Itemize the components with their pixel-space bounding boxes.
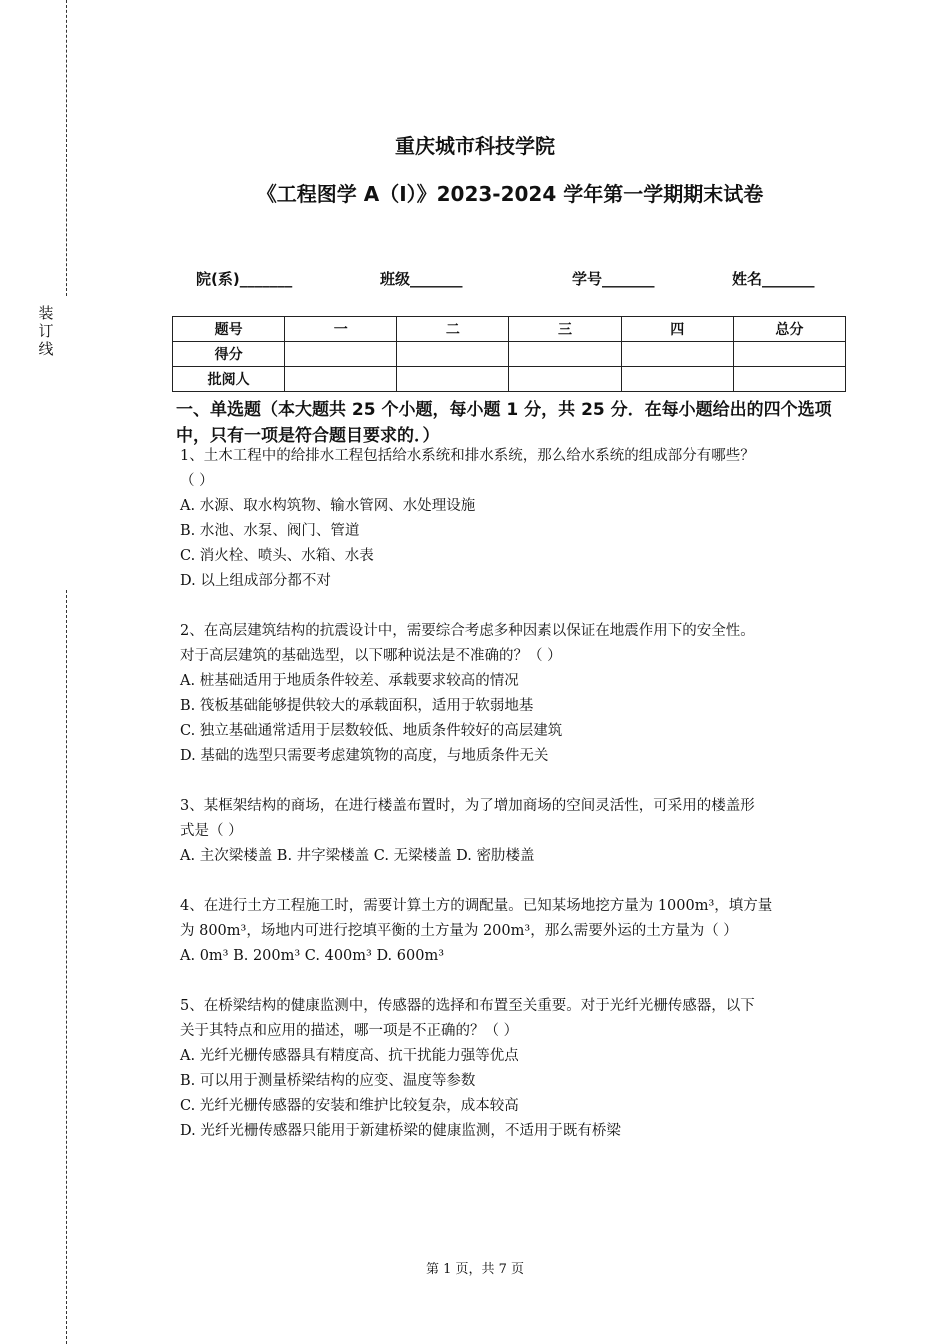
class-field: 班级_______ [380,270,463,288]
question-stem: 对于高层建筑的基础选型，以下哪种说法是不准确的？（ ） [180,648,562,664]
option-c: C. 光纤光栅传感器的安装和维护比较复杂，成本较高 [180,1098,519,1114]
school-name: 重庆城市科技学院 [395,134,555,158]
grader-row-label: 批阅人 [173,367,285,392]
grader-cell [733,367,845,392]
department-field: 院(系)_______ [196,270,293,288]
score-table-header-cell: 二 [397,317,509,342]
score-table-row [173,342,846,367]
grader-cell [285,367,397,392]
score-table-header-row [173,317,846,342]
grader-cell [621,367,733,392]
score-table [172,316,846,392]
question-block [180,994,842,1144]
grader-cell [509,367,621,392]
question-block [180,619,842,769]
score-table-header-cell: 四 [621,317,733,342]
exam-title: 《工程图学 A（I）》2023-2024 学年第一学期期末试卷 [256,182,764,206]
question-stem: 5、在桥梁结构的健康监测中，传感器的选择和布置至关重要。对于光纤光栅传感器，以下 [180,998,755,1014]
option-b: B. 筏板基础能够提供较大的承载面积，适用于软弱地基 [180,698,534,714]
question-stem: 关于其特点和应用的描述，哪一项是不正确的？（ ） [180,1023,519,1039]
student-id-field: 学号_______ [572,270,655,288]
option-a: A. 水源、取水构筑物、输水管网、水处理设施 [180,498,476,514]
options-inline: A. 主次梁楼盖 B. 井字梁楼盖 C. 无梁楼盖 D. 密肋楼盖 [180,848,535,864]
score-cell [733,342,845,367]
question-stem: 1、土木工程中的给排水工程包括给水系统和排水系统，那么给水系统的组成部分有哪些？ [180,448,755,464]
grader-cell [397,367,509,392]
score-table-header-cell: 一 [285,317,397,342]
section-heading: 一、单选题（本大题共 25 个小题，每小题 1 分，共 25 分．在每小题给出的四个选项中，只有一项是符合题目要求的．） [176,400,832,446]
option-b: B. 水池、水泵、阀门、管道 [180,523,360,539]
score-cell [285,342,397,367]
page-footer: 第 1 页，共 7 页 [425,1262,525,1277]
student-info-row [0,268,950,292]
options-inline: A. 0m³ B. 200m³ C. 400m³ D. 600m³ [180,948,445,964]
question-stem: 2、在高层建筑结构的抗震设计中，需要综合考虑多种因素以保证在地震作用下的安全性。 [180,623,755,639]
question-list [180,444,842,1144]
score-row-label: 得分 [173,342,285,367]
binding-line-bottom [66,590,67,1344]
option-c: C. 消火栓、喷头、水箱、水表 [180,548,374,564]
option-c: C. 独立基础通常适用于层数较低、地质条件较好的高层建筑 [180,723,563,739]
score-cell [509,342,621,367]
question-block [180,894,842,969]
option-a: A. 光纤光栅传感器具有精度高、抗干扰能力强等优点 [180,1048,519,1064]
score-table-header-cell: 三 [509,317,621,342]
option-d: D. 基础的选型只需要考虑建筑物的高度，与地质条件无关 [180,748,549,764]
question-block [180,444,842,594]
score-cell [621,342,733,367]
score-cell [397,342,509,367]
score-table-row [173,367,846,392]
option-d: D. 光纤光栅传感器只能用于新建桥梁的健康监测，不适用于既有桥梁 [180,1123,621,1139]
question-stem: 为 800m³，场地内可进行挖填平衡的土方量为 200m³，那么需要外运的土方量为（ ） [180,923,738,939]
question-block [180,794,842,869]
name-field: 姓名_______ [732,270,815,288]
binding-label: 装订线 [38,304,54,358]
option-b: B. 可以用于测量桥梁结构的应变、温度等参数 [180,1073,476,1089]
question-stem: 3、某框架结构的商场，在进行楼盖布置时，为了增加商场的空间灵活性，可采用的楼盖形 [180,798,755,814]
score-table-header-cell: 题号 [173,317,285,342]
question-stem: （ ） [180,473,214,489]
question-stem: 式是（ ） [180,823,243,839]
option-a: A. 桩基础适用于地质条件较差、承载要求较高的情况 [180,673,519,689]
option-d: D. 以上组成部分都不对 [180,573,331,589]
score-table-header-cell: 总分 [733,317,845,342]
question-stem: 4、在进行土方工程施工时，需要计算土方的调配量。已知某场地挖方量为 1000m³，填方量 [180,898,773,914]
